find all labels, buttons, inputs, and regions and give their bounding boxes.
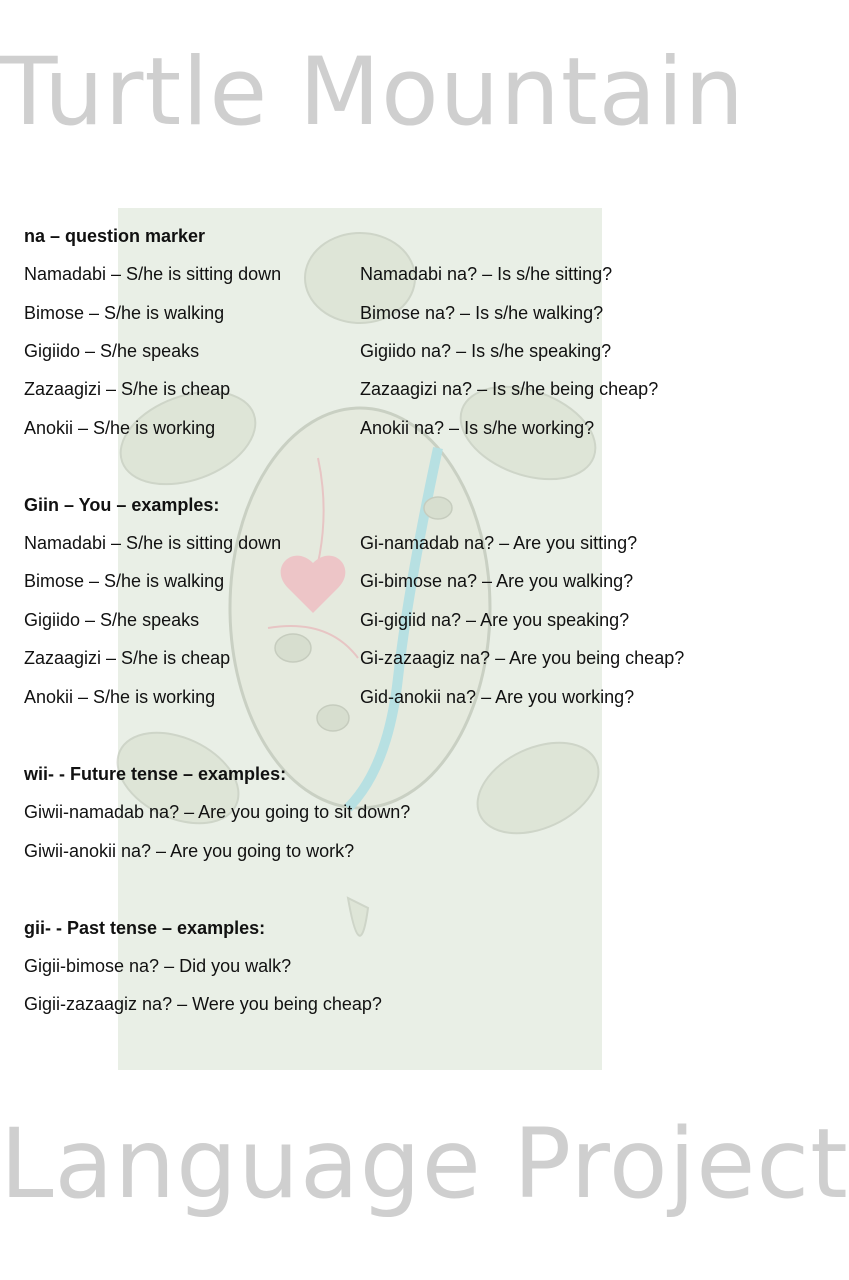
example-line: Gigii-bimose na? – Did you walk? — [24, 956, 292, 976]
example-line: Giwii-anokii na? – Are you going to work? — [24, 841, 355, 861]
verb-row-right: Gigiido na? – Is s/he speaking? — [360, 341, 612, 361]
verb-row-left: Anokii – S/he is working — [24, 418, 216, 438]
verb-row-right: Anokii na? – Is s/he working? — [360, 418, 595, 438]
verb-row-left: Zazaagizi – S/he is cheap — [24, 379, 231, 399]
verb-row-left: Namadabi – S/he is sitting down — [24, 264, 282, 284]
verb-row-left: Namadabi – S/he is sitting down — [24, 533, 282, 553]
verb-row-left: Gigiido – S/he speaks — [24, 341, 200, 361]
verb-row-left: Bimose – S/he is walking — [24, 303, 225, 323]
verb-row-left: Zazaagizi – S/he is cheap — [24, 648, 231, 668]
verb-row-right: Gid-anokii na? – Are you working? — [360, 687, 635, 707]
verb-row-right: Gi-zazaagiz na? – Are you being cheap? — [360, 648, 685, 668]
banner-title-top: Turtle Mountain — [0, 38, 745, 147]
section-heading-you-examples: Giin – You – examples: — [24, 495, 220, 515]
verb-row-left: Gigiido – S/he speaks — [24, 610, 200, 630]
verb-row-right: Zazaagizi na? – Is s/he being cheap? — [360, 379, 659, 399]
turtle-illustration — [118, 208, 602, 1070]
example-line: Giwii-namadab na? – Are you going to sit down? — [24, 802, 411, 822]
section-heading-future-tense: wii- - Future tense – examples: — [24, 764, 287, 784]
verb-row-right: Bimose na? – Is s/he walking? — [360, 303, 604, 323]
verb-row-right: Gi-bimose na? – Are you walking? — [360, 571, 634, 591]
banner-title-bottom: Language Project — [0, 1108, 849, 1220]
section-heading-past-tense: gii- - Past tense – examples: — [24, 918, 266, 938]
verb-row-right: Namadabi na? – Is s/he sitting? — [360, 264, 613, 284]
section-heading-question-marker: na – question marker — [24, 226, 206, 246]
verb-row-left: Anokii – S/he is working — [24, 687, 216, 707]
verb-row-right: Gi-gigiid na? – Are you speaking? — [360, 610, 630, 630]
example-line: Gigii-zazaagiz na? – Were you being cheap? — [24, 994, 382, 1014]
verb-row-left: Bimose – S/he is walking — [24, 571, 225, 591]
verb-row-right: Gi-namadab na? – Are you sitting? — [360, 533, 638, 553]
